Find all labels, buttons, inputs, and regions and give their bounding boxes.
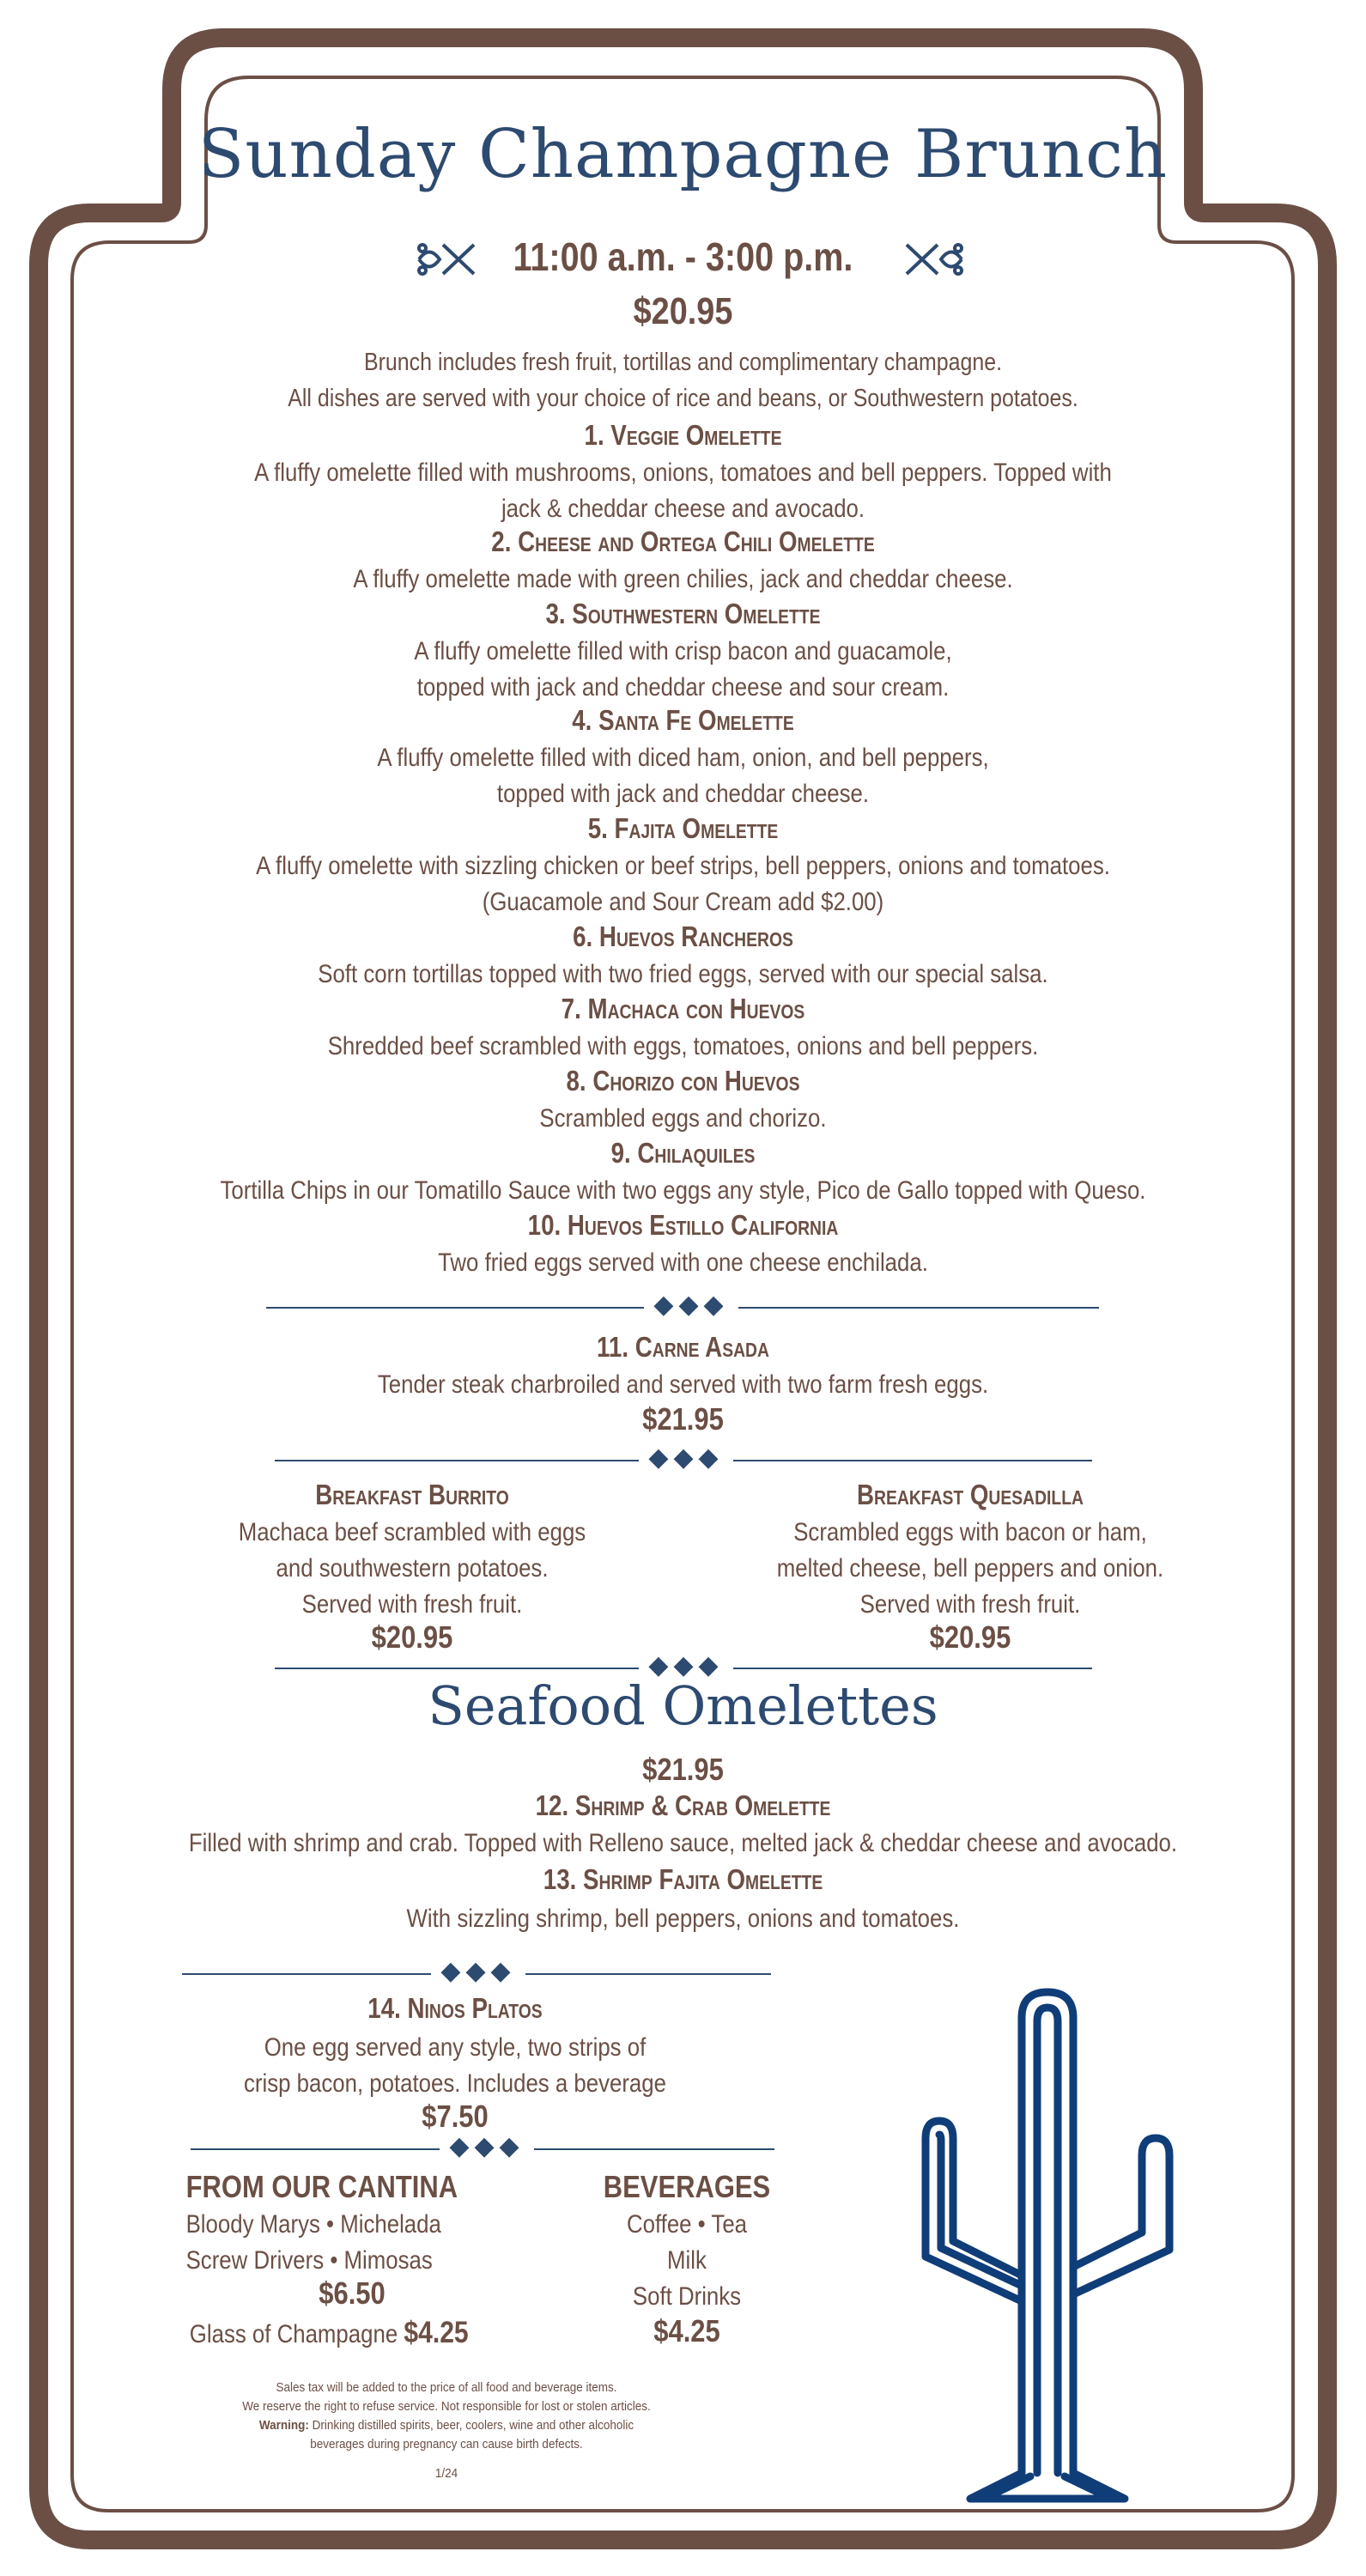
champagne-price: $4.25 (404, 2316, 469, 2349)
diamonds-divider: ◆◆◆ (440, 1957, 516, 1985)
divider-line (182, 1973, 431, 1975)
cactus-icon (902, 1984, 1211, 2507)
item-title: 5. Fajita Omelette (587, 812, 779, 844)
item-desc: (Guacamole and Sour Cream add $2.00) (482, 888, 884, 916)
item-desc: A fluffy omelette filled with mushrooms, onions, tomatoes and bell peppers. Topped with (254, 459, 1112, 487)
divider-line (733, 1668, 1092, 1669)
quesadilla-desc: Scrambled eggs with bacon or ham, (793, 1518, 1147, 1546)
item-desc: Shredded beef scrambled with eggs, tomatoes, onions and bell peppers. (327, 1032, 1039, 1060)
diamonds-divider: ◆◆◆ (653, 1291, 729, 1319)
item-title: 1. Veggie Omelette (584, 419, 782, 451)
footer-warning (191, 2416, 701, 2435)
menu-code: 1/24 (434, 2466, 458, 2481)
item-desc: topped with jack and cheddar cheese and sour cream. (416, 673, 950, 702)
footer-note: beverages during pregnancy can cause birth defects. (310, 2437, 583, 2451)
divider-line (275, 1460, 639, 1461)
item-title: 13. Shrimp Fajita Omelette (543, 1863, 823, 1895)
diamonds-divider: ◆◆◆ (648, 1443, 724, 1472)
quesadilla-title: Breakfast Quesadilla (857, 1479, 1084, 1510)
brunch-note-1: Brunch includes fresh fruit, tortillas and complimentary champagne. (363, 349, 1003, 376)
burrito-price: $20.95 (371, 1619, 453, 1655)
warning-text: Drinking distilled spirits, beer, coolers, wine and other alcoholic (312, 2418, 634, 2433)
ninos-price: $7.50 (422, 2099, 489, 2134)
seafood-price: $21.95 (642, 1752, 724, 1787)
item-desc: Two fried eggs served with one cheese enchilada. (438, 1249, 928, 1277)
beverages-list: Soft Drinks (632, 2282, 742, 2311)
flourish-icon (900, 236, 968, 283)
item-desc: A fluffy omelette made with green chilies, jack and cheddar cheese. (353, 565, 1013, 593)
item-title: 4. Santa Fe Omelette (572, 704, 794, 736)
item-price: $21.95 (642, 1401, 724, 1437)
beverages-title: BEVERAGES (603, 2169, 771, 2204)
item-title: 2. Cheese and Ortega Chili Omelette (491, 526, 875, 557)
item-title: 11. Carne Asada (597, 1331, 769, 1363)
quesadilla-desc: Served with fresh fruit. (859, 1590, 1081, 1619)
item-desc: Soft corn tortillas topped with two fried eggs, served with our special salsa. (318, 960, 1048, 988)
item-desc: Filled with shrimp and crab. Topped with Relleno sauce, melted jack & cheddar cheese and avocado. (188, 1829, 1178, 1857)
item-title: 9. Chilaquiles (610, 1137, 756, 1169)
divider-line (534, 2148, 774, 2150)
brunch-price: $20.95 (633, 290, 733, 332)
item-desc: Tender steak charbroiled and served with two farm fresh eggs. (377, 1370, 989, 1399)
item-desc: A fluffy omelette with sizzling chicken or beef strips, bell peppers, onions and tomatoes. (256, 852, 1110, 880)
divider-line (275, 1668, 639, 1669)
burrito-title: Breakfast Burrito (315, 1479, 509, 1510)
brunch-hours: 11:00 a.m. - 3:00 p.m. (513, 234, 853, 279)
cantina-drinks: Screw Drivers • Mimosas (185, 2246, 433, 2275)
item-title: 8. Chorizo con Huevos (566, 1065, 800, 1097)
burrito-desc: Served with fresh fruit. (301, 1590, 523, 1619)
cantina-title: FROM OUR CANTINA (185, 2169, 458, 2204)
divider-line (266, 1307, 644, 1309)
ninos-desc: One egg served any style, two strips of (264, 2033, 647, 2062)
ninos-title: 14. Ninos Platos (367, 1992, 543, 2024)
ninos-desc: crisp bacon, potatoes. Includes a beverage (244, 2069, 666, 2098)
section-title-seafood: Seafood Omelettes (428, 1674, 938, 1737)
diamonds-divider: ◆◆◆ (449, 2132, 525, 2160)
quesadilla-price: $20.95 (929, 1619, 1011, 1655)
burrito-desc: and southwestern potatoes. (276, 1554, 549, 1583)
beverages-price: $4.25 (653, 2313, 720, 2348)
divider-line (191, 2148, 440, 2150)
item-desc: topped with jack and cheddar cheese. (496, 780, 870, 808)
item-title: 12. Shrimp & Crab Omelette (535, 1789, 831, 1821)
item-title: 6. Huevos Rancheros (573, 920, 793, 952)
beverages-list: Coffee • Tea (626, 2210, 748, 2239)
divider-line (733, 1460, 1092, 1461)
divider-line (525, 1973, 771, 1975)
item-desc: With sizzling shrimp, bell peppers, onions and tomatoes. (406, 1905, 960, 1933)
footer-note: Sales tax will be added to the price of all food and beverage items. (276, 2380, 617, 2395)
page-title: Sunday Champagne Brunch (197, 116, 1169, 193)
item-title: 10. Huevos Estillo California (527, 1209, 839, 1241)
brunch-note-2: All dishes are served with your choice of rice and beans, or Southwestern potatoes. (288, 385, 1078, 412)
item-title: 3. Southwestern Omelette (545, 598, 821, 629)
champagne-label: Glass of Champagne (189, 2320, 398, 2348)
item-desc: Scrambled eggs and chorizo. (539, 1104, 827, 1133)
divider-line (738, 1307, 1099, 1309)
quesadilla-desc: melted cheese, bell peppers and onion. (776, 1554, 1164, 1583)
warning-label: Warning: (258, 2418, 309, 2433)
item-desc: Tortilla Chips in our Tomatillo Sauce with two eggs any style, Pico de Gallo topped with Queso. (220, 1176, 1146, 1205)
cantina-price: $6.50 (319, 2275, 386, 2311)
item-desc: A fluffy omelette filled with diced ham, onion, and bell peppers, (377, 744, 989, 772)
item-desc: A fluffy omelette filled with crisp bacon and guacamole, (414, 637, 952, 665)
diamonds-divider: ◆◆◆ (648, 1651, 724, 1680)
footer-note: We reserve the right to refuse service. Not responsible for lost or stolen articles. (242, 2399, 651, 2414)
item-title: 7. Machaca con Huevos (561, 993, 805, 1024)
cantina-drinks: Bloody Marys • Michelada (185, 2210, 441, 2239)
burrito-desc: Machaca beef scrambled with eggs (238, 1518, 586, 1546)
champagne-line (190, 2315, 514, 2352)
item-desc: jack & cheddar cheese and avocado. (501, 495, 865, 523)
beverages-list: Milk (667, 2246, 707, 2275)
